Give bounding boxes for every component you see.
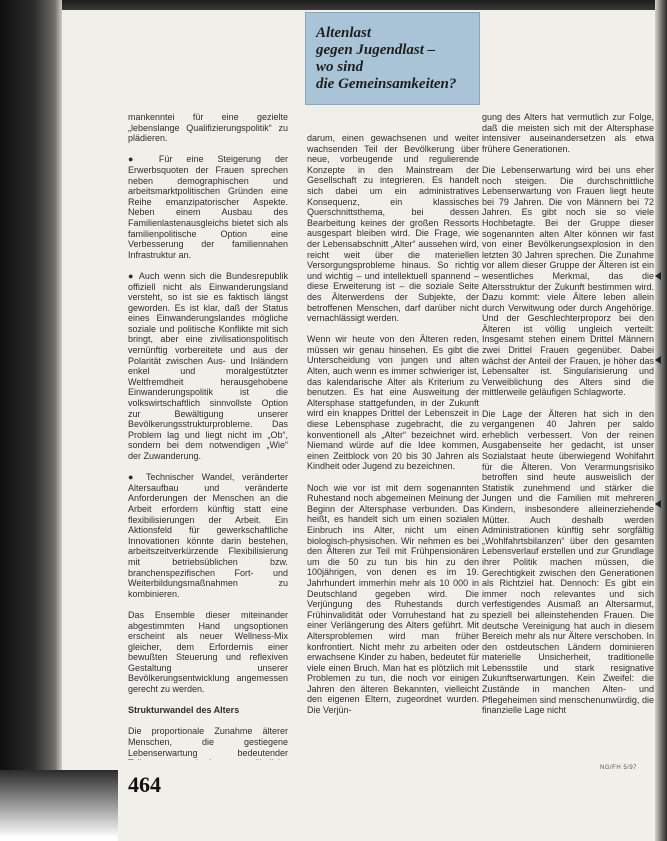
paragraph: Das Ensemble dieser miteinander abgestimmten Hand ungsoptionen erscheint als neuer Wellness-Mix gleicher, dem Erfordernis einer bewußten Steuerung und reflexiven Gestaltung unserer Bevölkerungsentwicklung angemessen gerecht zu werden. xyxy=(128,609,288,695)
paragraph: gung des Alters hat vermutlich zur Folge, daß die meisten sich mit der Altersphase intensiver auseinandersetzen als etwa frühere Generationen. xyxy=(482,112,654,154)
scan-edge-lower-left xyxy=(0,770,118,841)
headline-line: gegen Jugendlast – xyxy=(316,42,436,58)
paragraph: Noch wie vor ist mit dem sogenannten Ruhestand noch abgemeinen Meinung der Beginn der Altersphase verbunden. Das heißt, es handelt sich um einen sozialen Einbruch ins Alter, nicht um einen biologisch-physischen. Wir nehmen es bei den Älteren zur Teil mit Frühpensionären um die 50 zu tun bis hin zu den 100jährigen, von denen es im 19. Jahrhundert immerhin mehr als 10 000 in Deutschland gegeben wird. Die Verjüngung des Ruhestands durch Frühinvalidität oder Vorruhestand hat zu einer Verlängerung des Alters geführt. Mit Altersproblemen wird man früher konfrontiert. Nicht mehr zu arbeiten oder erwachsene Kinder zu haben, bedeutet für viele einen Bruch. Man hat es plötzlich mit Problemen zu tun, die noch vor einigen Jahren den älteren Bekannten, vielleicht den eigenen Eltern, zugeordnet wurden. Die Verjün- xyxy=(307,482,479,716)
headline-line: Altenlast xyxy=(316,25,372,41)
paragraph: ● Auch wenn sich die Bundesrepublik offiziell nicht als Einwanderungsland versteht, so ist sie es faktisch längst geworden. Es ist klar, daß der Status eines Einwanderungslandes mögliche soziale und politische Konflikte mit sich bringt, aber eine zivilisationspolitisch vernünftig vorbereitete und aus der Polarität zwischen Aus- und Inländern enkel und moralgestützter Weltfremdheit herausgehobene Einwanderungspolitik ist die volkswirtschaftlich sinnvollste Option zur Bewältigung unserer Bevölkerungsstrukturprobleme. Das Problem lag und liegt nicht im „Ob“, sondern bei dem notwendigen „Wie“ der Zuwanderung. xyxy=(128,270,288,461)
paragraph: Die proportionale Zunahme älterer Menschen, die gestiegene Lebenserwartung bedeutender xyxy=(128,726,288,758)
margin-arrow-icon xyxy=(655,500,661,508)
page-number: 464 xyxy=(128,772,161,797)
margin-arrow-icon xyxy=(655,272,661,280)
section-subheading: Strukturwandel des Alters xyxy=(128,705,240,716)
paragraph: Die Lebenserwartung wird bei uns eher noch steigen. Die durchschnittliche Lebenserwartung von Frauen liegt heute bei 79 Jahren. Die von Männern bei 72 Jahren. Es gibt noch sie so viele Hochbetagte. Bei der Gruppe dieser sogenannten alten Alter können wir fast von einer Bevölkerungsexplosion in den letzten 30 Jahren sprechen. Die Zunahme vor allem dieser Gruppe der Älteren ist ein wesentliches Merkmal, das die Altersstruktur der Zukunft bestimmen wird. Dazu kommt: viele Ältere leben allein durch Verwitwung oder durch Angehörige. Und der Geschlechterproporz bei den Älteren ist völlig ungleich verteilt: Insgesamt stehen einem Drittel Männern zwei Drittel Frauen gegenüber. Dabei wächst der Anteil der Frauen, je höher das Lebensalter ist. Singularisierung und Verweiblichung des Alters sind die mittlerweile geläufigen Schlagworte. xyxy=(482,164,654,398)
paragraph: ● Für eine Steigerung der Erwerbsquoten der Frauen sprechen neben demographischen und arbeitsmarktpolitischen Gründen eine Reihe emanzipatorischer Aspekte. Neben einem Ausbau des Familienlastenausgleichs bietet sich als familienpolitische Option eine Verbesserung der familiennahen Infrastruktur an. xyxy=(128,154,288,260)
journal-mark: NG/FH 5/97 xyxy=(600,765,638,771)
paragraph: ● Technischer Wandel, veränderter Altersaufbau und veränderte Anforderungen der Menschen an die Arbeit erfordern künftig statt eine flexibilisierungen der Arbeit. Ein Aktionsfeld für gewerkschaftliche Innovationen könnte darin bestehen, arbeitszeitverkürzende Flexibilisierung mit betriebsüblichen bzw. branchenspezifischen Fort- und Weiterbildungsmaßnahmen zu kombinieren. xyxy=(128,472,288,599)
text-column-middle xyxy=(307,133,479,760)
paragraph: mankenntei für eine gezielte „lebenslange Qualifizierungspolitik“ zu plädieren. xyxy=(128,112,288,144)
text-column-right xyxy=(482,112,654,760)
paragraph: darum, einen gewachsenen und weiter wachsenden Teil der Bevölkerung über neue, vorbeugende und regulierende Konzepte in den Mainstream der Gesellschaft zu integrieren. Es handelt sich dabei um ein administratives Konsequenz, ein klassisches Querschnittsthema, bei dessen Bearbeitung keines der großen Ressorts ausgespart bleiben wird. Die Frage, wie der Lebensabschnitt „Alter“ aussehen wird, reicht weit über die materiellen Versorgungsprobleme hinaus. So richtig und wichtig – und intellektuell spannend – diese Erweiterung ist – die soziale Seite des Älterwerdens der Subjekte, der betroffenen Menschen, darf darüber nicht vernachlässigt werden. xyxy=(307,133,479,324)
scan-edge-top xyxy=(0,0,667,10)
paragraph: Die Lage der Älteren hat sich in den vergangenen 40 Jahren per saldo erheblich verbessert. Von der reinen Ausgabenseite her gedacht, ist unser Sozialstaat heute überwiegend Wohlfahrt für die Älteren. Von Verarmungsrisiko betroffen sind heute ausweislich der Statistik zunehmend und stärker die Jungen und die Familien mit mehreren Kindern, insbesondere alleinerziehende Mütter. Auch deshalb werden Administrationen künftig sehr sorgfältig „Wohlfahrtsbilanzen“ über den gesamten Lebensverlauf erstellen und zur Grundlage ihrer Politik machen müssen, die Gerechtigkeit zwischen den Generationen als Richtziel hat. Dennoch: Es gibt ein immer noch relevantes und sich verfestigendes Ausmaß an Altersarmut, speziell bei alleinstehenden Frauen. Die deutsche Vereinigung hat auch in diesem Bereich mehr als nur Ältere verschoben. In den ostdeutschen Ländern dominieren materielle Unsicherheit, traditionelle Lebensstile und stark resignative Zukunftserwartungen. Kein Zweifel: die Zustände in manchen Alten- und Pflegeheimen sind menschenunwürdig, die finanzielle Lage nicht xyxy=(482,408,654,716)
margin-arrow-icon xyxy=(655,356,661,364)
headline-line: wo sind xyxy=(316,59,364,75)
scan-edge-right xyxy=(655,0,667,841)
scan-edge-left xyxy=(0,0,62,841)
paragraph: Wenn wir heute von den Älteren reden, müssen wir genau hinsehen. Es gibt die Unterscheidung von jungen und alten Alten, auch wenn es immer schwieriger ist, das kalendarische Alter als Kriterium zu benutzen. Es hat eine Ausweitung der Altersphase stattgefunden, in der Zukunft wird ein knappes Drittel der Lebenszeit in diese Lebensphase zugebracht, die zu konventionell als „Alter“ bezeichnet wird. Niemand würde auf die Idee kommen, einen Zeitblock von 20 bis 30 Jahren als Kindheit oder Jugend zu bezeichnen. xyxy=(307,334,479,472)
headline-line: die Gemeinsamkeiten? xyxy=(316,76,457,92)
text-column-left xyxy=(128,112,288,760)
headline-box xyxy=(305,12,480,105)
